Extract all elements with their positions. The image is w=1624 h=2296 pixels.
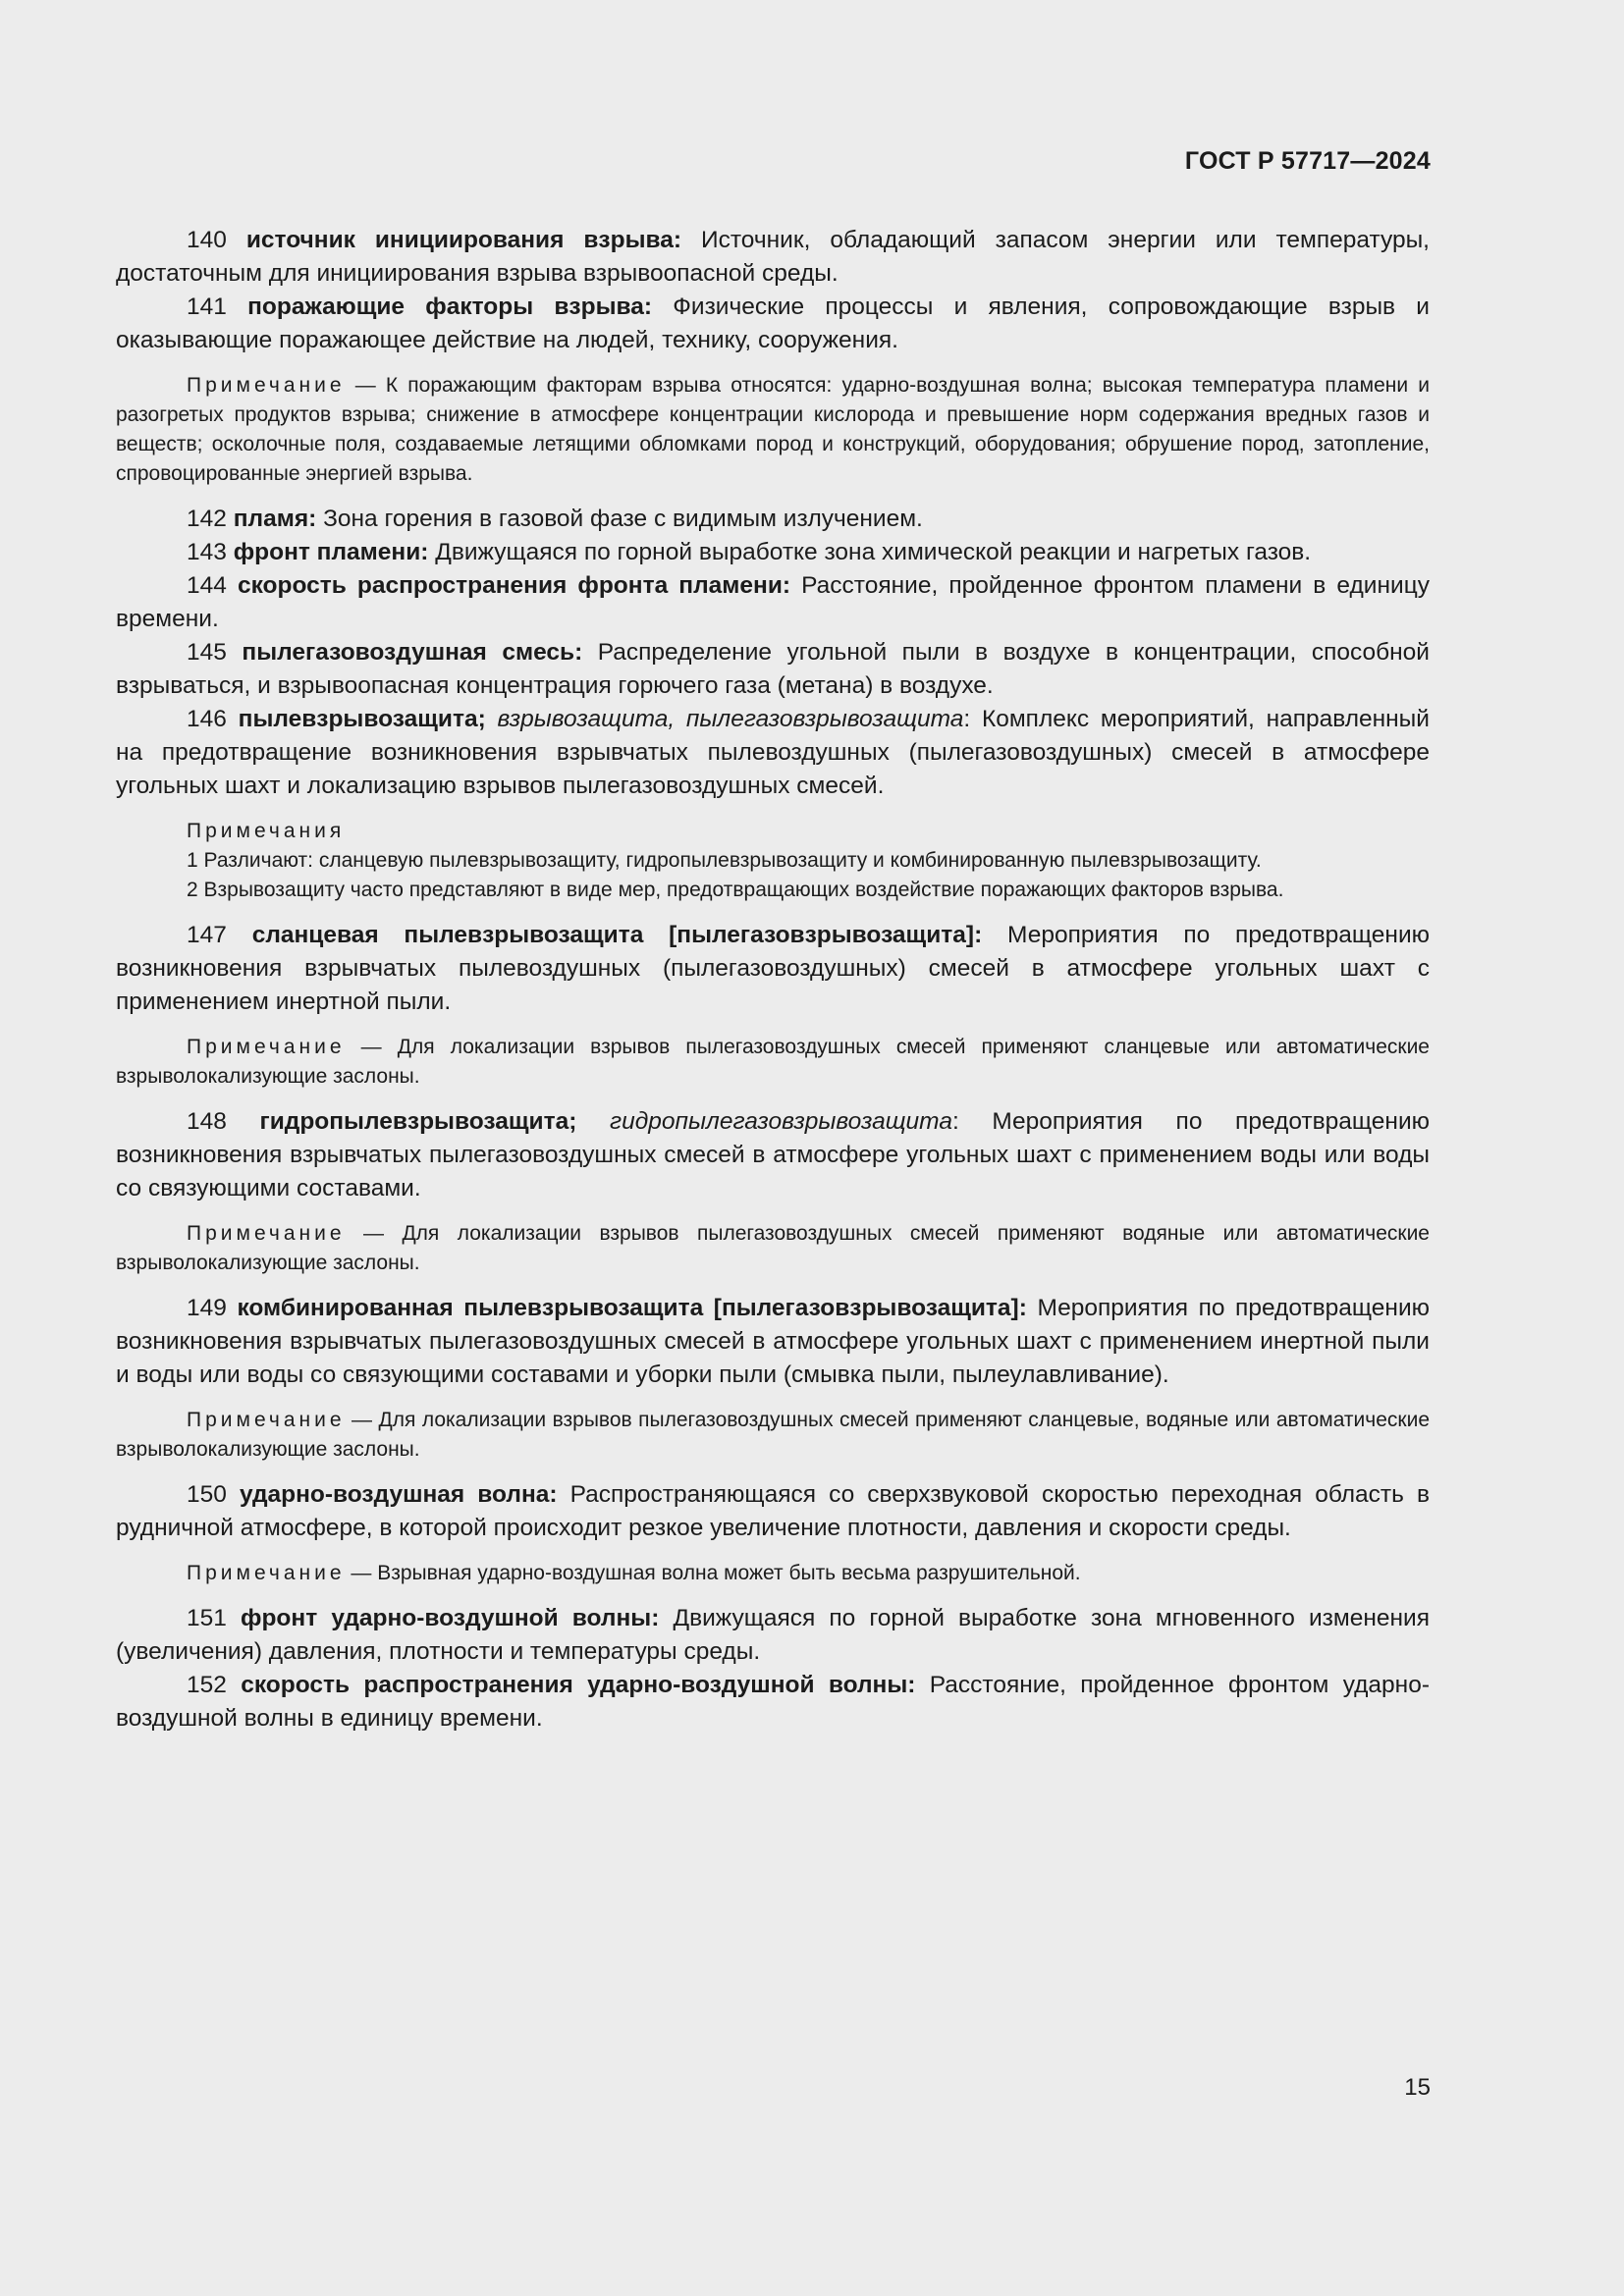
term-definition: Мероприятия по предотвращению возникновения взрывчатых пылегазовоздушных смесей в атмосфере угольных шахт с применением инертной пыли и воды или воды со связующими составами и уборки пыли (смывка пыли, пылеулавливание). xyxy=(116,1295,1431,1388)
note-141 xyxy=(116,371,1430,489)
note-label: Примечание xyxy=(187,1562,346,1584)
note-148 xyxy=(116,1219,1430,1278)
term-synonyms: взрывозащита, пылегазовзрывозащита xyxy=(497,706,964,732)
term-definition: Расстояние, пройденное фронтом пламени в единицу времени. xyxy=(116,572,1430,632)
term-definition: Распространяющаяся со сверхзвуковой скоростью переходная область в рудничной атмосфере, в которой происходит резкое увеличение плотности, давления и скорости среды. xyxy=(116,1481,1430,1541)
term-name: сланцевая пылевзрывозащита [пылегазовзрывозащита]: xyxy=(251,922,983,948)
term-definition: Источник, обладающий запасом энергии или температуры, достаточным для инициирования взрыва взрывоопасной среды. xyxy=(116,227,1430,287)
term-number: 150 xyxy=(187,1481,227,1508)
term-definition: Расстояние, пройденное фронтом ударно-воздушной волны в единицу времени. xyxy=(116,1672,1430,1732)
terms-list xyxy=(116,224,1430,1735)
note-149 xyxy=(116,1406,1430,1465)
term-entry-142 xyxy=(116,503,1430,536)
term-name: комбинированная пылевзрывозащита [пылегазовзрывозащита]: xyxy=(237,1295,1027,1321)
document-id-header: ГОСТ Р 57717—2024 xyxy=(1184,147,1431,175)
term-number: 151 xyxy=(187,1605,227,1631)
term-synonyms: гидропылегазовзрывозащита xyxy=(609,1108,952,1135)
note-text: — Для локализации взрывов пылегазовоздушных смесей применяют водяные или автоматические взрыволокализующие заслоны. xyxy=(116,1222,1430,1274)
term-entry-146 xyxy=(116,703,1430,803)
term-number: 152 xyxy=(187,1672,227,1698)
term-entry-149 xyxy=(116,1292,1430,1392)
page-number: 15 xyxy=(1404,2074,1431,2101)
term-entry-141 xyxy=(116,291,1430,357)
term-entry-140 xyxy=(116,224,1430,291)
term-name: пылевзрывозащита; xyxy=(238,706,486,732)
note-147 xyxy=(116,1033,1430,1092)
term-entry-143 xyxy=(116,536,1430,569)
term-entry-144 xyxy=(116,569,1430,636)
note-label: Примечание xyxy=(187,1409,346,1431)
note-text: — Взрывная ударно-воздушная волна может быть весьма разрушительной. xyxy=(345,1562,1081,1584)
term-number: 140 xyxy=(187,227,227,253)
term-number: 148 xyxy=(187,1108,227,1135)
term-definition: Движущаяся по горной выработке зона химической реакции и нагретых газов. xyxy=(428,539,1312,565)
term-number: 144 xyxy=(187,572,227,599)
term-entry-145 xyxy=(116,636,1430,703)
term-name: ударно-воздушная волна: xyxy=(239,1481,558,1508)
term-definition: Мероприятия по предотвращению возникновения взрывчатых пылевоздушных (пылегазовоздушных) смесей в атмосфере угольных шахт с применением инертной пыли. xyxy=(116,922,1431,1015)
note-item: 1 Различают: сланцевую пылевзрывозащиту, гидропылевзрывозащиту и комбинированную пылевзрывозащиту. xyxy=(187,849,1262,872)
term-number: 141 xyxy=(187,294,227,320)
term-definition: Физические процессы и явления, сопровождающие взрыв и оказывающие поражающее действие на людей, технику, сооружения. xyxy=(116,294,1430,353)
note-item: 2 Взрывозащиту часто представляют в виде мер, предотвращающих воздействие поражающих факторов взрыва. xyxy=(187,879,1284,901)
term-name: гидропылевзрывозащита; xyxy=(259,1108,577,1135)
term-entry-148 xyxy=(116,1105,1430,1205)
term-name: фронт пламени: xyxy=(233,539,429,565)
term-number: 149 xyxy=(187,1295,227,1321)
notes-146 xyxy=(116,817,1430,905)
term-entry-152 xyxy=(116,1669,1430,1735)
term-name: скорость распространения ударно-воздушной волны: xyxy=(241,1672,916,1698)
note-label: Примечание xyxy=(187,374,346,397)
note-text: — К поражающим факторам взрыва относятся: ударно-воздушная волна; высокая температура пламени и разогретых продуктов взрыва; снижение в атмосфере концентрации кислорода и превышение норм содержания вредных газов и веществ; осколочные поля, создаваемые летящими обломками пород и конструкций, оборудования; обрушение пород, затопление, спровоцированные энергией взрыва. xyxy=(116,374,1430,485)
term-number: 142 xyxy=(187,506,227,532)
term-name: фронт ударно-воздушной волны: xyxy=(241,1605,660,1631)
term-name: скорость распространения фронта пламени: xyxy=(237,572,791,599)
term-number: 146 xyxy=(187,706,227,732)
term-name: пылегазовоздушная смесь: xyxy=(242,639,583,666)
notes-heading: Примечания xyxy=(187,820,346,842)
term-definition: : Комплекс мероприятий, направленный на предотвращение возникновения взрывчатых пылевоздушных (пылегазовоздушных) смесей в атмосфере угольных шахт и локализацию взрывов пылегазовоздушных смесей. xyxy=(116,706,1430,799)
term-number: 147 xyxy=(187,922,227,948)
note-150 xyxy=(116,1559,1430,1588)
term-name: пламя: xyxy=(233,506,317,532)
note-label: Примечание xyxy=(187,1222,346,1245)
note-label: Примечание xyxy=(187,1036,346,1058)
term-number: 143 xyxy=(187,539,227,565)
note-text: — Для локализации взрывов пылегазовоздушных смесей применяют сланцевые или автоматические взрыволокализующие заслоны. xyxy=(116,1036,1430,1088)
term-definition: Движущаяся по горной выработке зона мгновенного изменения (увеличения) давления, плотности и температуры среды. xyxy=(116,1605,1431,1665)
term-number: 145 xyxy=(187,639,227,666)
term-name: поражающие факторы взрыва: xyxy=(247,294,653,320)
term-definition: Зона горения в газовой фазе с видимым излучением. xyxy=(316,506,923,532)
term-definition: : Мероприятия по предотвращению возникновения взрывчатых пылегазовоздушных смесей в атмосфере угольных шахт с применением воды или воды со связующими составами. xyxy=(116,1108,1431,1201)
term-entry-147 xyxy=(116,919,1430,1019)
note-text: — Для локализации взрывов пылегазовоздушных смесей применяют сланцевые, водяные или автоматические взрыволокализующие заслоны. xyxy=(116,1409,1430,1461)
term-entry-150 xyxy=(116,1478,1430,1545)
term-entry-151 xyxy=(116,1602,1430,1669)
term-definition: Распределение угольной пыли в воздухе в концентрации, способной взрываться, и взрывоопасная концентрация горючего газа (метана) в воздухе. xyxy=(116,639,1430,699)
term-name: источник инициирования взрыва: xyxy=(245,227,682,253)
